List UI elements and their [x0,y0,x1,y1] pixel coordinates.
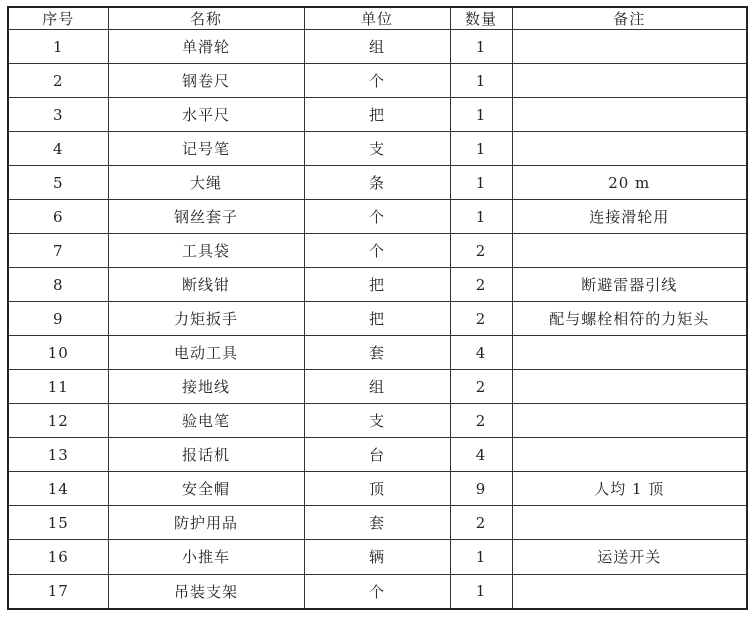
table-row [8,370,747,404]
cell-quantity: 2 [450,268,512,302]
cell-remarks [512,336,747,370]
table-row [8,200,747,234]
cell-unit: 把 [304,98,450,132]
header-quantity: 数量 [450,7,512,30]
cell-name: 断线钳 [108,268,304,302]
table-row [8,404,747,438]
table-row [8,268,747,302]
cell-unit: 条 [304,166,450,200]
cell-index: 4 [8,132,108,166]
cell-unit: 个 [304,234,450,268]
cell-remarks [512,404,747,438]
cell-index: 16 [8,540,108,574]
cell-remarks [512,438,747,472]
cell-quantity: 9 [450,472,512,506]
cell-name: 工具袋 [108,234,304,268]
table-row [8,336,747,370]
cell-quantity: 1 [450,132,512,166]
cell-unit: 顶 [304,472,450,506]
cell-name: 大绳 [108,166,304,200]
cell-index: 1 [8,30,108,64]
cell-quantity: 2 [450,404,512,438]
cell-remarks: 人均 1 顶 [512,472,747,506]
table-row [8,540,747,574]
cell-unit: 套 [304,506,450,540]
cell-name: 钢丝套子 [108,200,304,234]
cell-index: 13 [8,438,108,472]
cell-quantity: 1 [450,574,512,609]
cell-index: 10 [8,336,108,370]
cell-quantity: 2 [450,234,512,268]
cell-name: 记号笔 [108,132,304,166]
cell-unit: 支 [304,404,450,438]
cell-index: 8 [8,268,108,302]
cell-remarks: 配与螺栓相符的力矩头 [512,302,747,336]
cell-index: 5 [8,166,108,200]
tools-table [7,6,748,610]
cell-unit: 个 [304,200,450,234]
cell-remarks: 20 m [512,166,747,200]
cell-remarks: 连接滑轮用 [512,200,747,234]
header-unit: 单位 [304,7,450,30]
cell-name: 小推车 [108,540,304,574]
cell-unit: 把 [304,302,450,336]
cell-index: 11 [8,370,108,404]
cell-unit: 支 [304,132,450,166]
cell-unit: 台 [304,438,450,472]
table-row [8,166,747,200]
cell-unit: 个 [304,574,450,609]
table-row [8,302,747,336]
cell-remarks [512,506,747,540]
table-row [8,234,747,268]
table-row [8,506,747,540]
cell-quantity: 1 [450,166,512,200]
cell-remarks [512,574,747,609]
cell-name: 单滑轮 [108,30,304,64]
cell-quantity: 1 [450,540,512,574]
table-row [8,472,747,506]
cell-quantity: 4 [450,438,512,472]
header-index: 序号 [8,7,108,30]
cell-name: 验电笔 [108,404,304,438]
cell-index: 17 [8,574,108,609]
cell-name: 防护用品 [108,506,304,540]
table-row [8,64,747,98]
cell-unit: 组 [304,370,450,404]
cell-unit: 个 [304,64,450,98]
cell-remarks: 断避雷器引线 [512,268,747,302]
cell-quantity: 1 [450,30,512,64]
cell-name: 水平尺 [108,98,304,132]
cell-unit: 套 [304,336,450,370]
table-row [8,132,747,166]
cell-index: 7 [8,234,108,268]
cell-unit: 组 [304,30,450,64]
cell-name: 电动工具 [108,336,304,370]
cell-quantity: 2 [450,506,512,540]
cell-unit: 把 [304,268,450,302]
header-row [8,7,747,30]
cell-quantity: 4 [450,336,512,370]
table-row [8,438,747,472]
cell-remarks: 运送开关 [512,540,747,574]
cell-index: 12 [8,404,108,438]
cell-quantity: 1 [450,64,512,98]
cell-index: 6 [8,200,108,234]
header-name: 名称 [108,7,304,30]
cell-quantity: 1 [450,98,512,132]
header-remarks: 备注 [512,7,747,30]
cell-name: 安全帽 [108,472,304,506]
cell-name: 吊装支架 [108,574,304,609]
cell-remarks [512,98,747,132]
cell-remarks [512,234,747,268]
table-row [8,98,747,132]
cell-remarks [512,64,747,98]
cell-remarks [512,370,747,404]
cell-index: 3 [8,98,108,132]
cell-remarks [512,30,747,64]
cell-name: 力矩扳手 [108,302,304,336]
cell-name: 报话机 [108,438,304,472]
cell-name: 接地线 [108,370,304,404]
cell-unit: 辆 [304,540,450,574]
cell-index: 14 [8,472,108,506]
cell-quantity: 1 [450,200,512,234]
cell-quantity: 2 [450,370,512,404]
cell-remarks [512,132,747,166]
table-row [8,574,747,609]
cell-index: 2 [8,64,108,98]
table-row [8,30,747,64]
table-body [8,30,747,610]
cell-index: 15 [8,506,108,540]
cell-quantity: 2 [450,302,512,336]
cell-index: 9 [8,302,108,336]
cell-name: 钢卷尺 [108,64,304,98]
